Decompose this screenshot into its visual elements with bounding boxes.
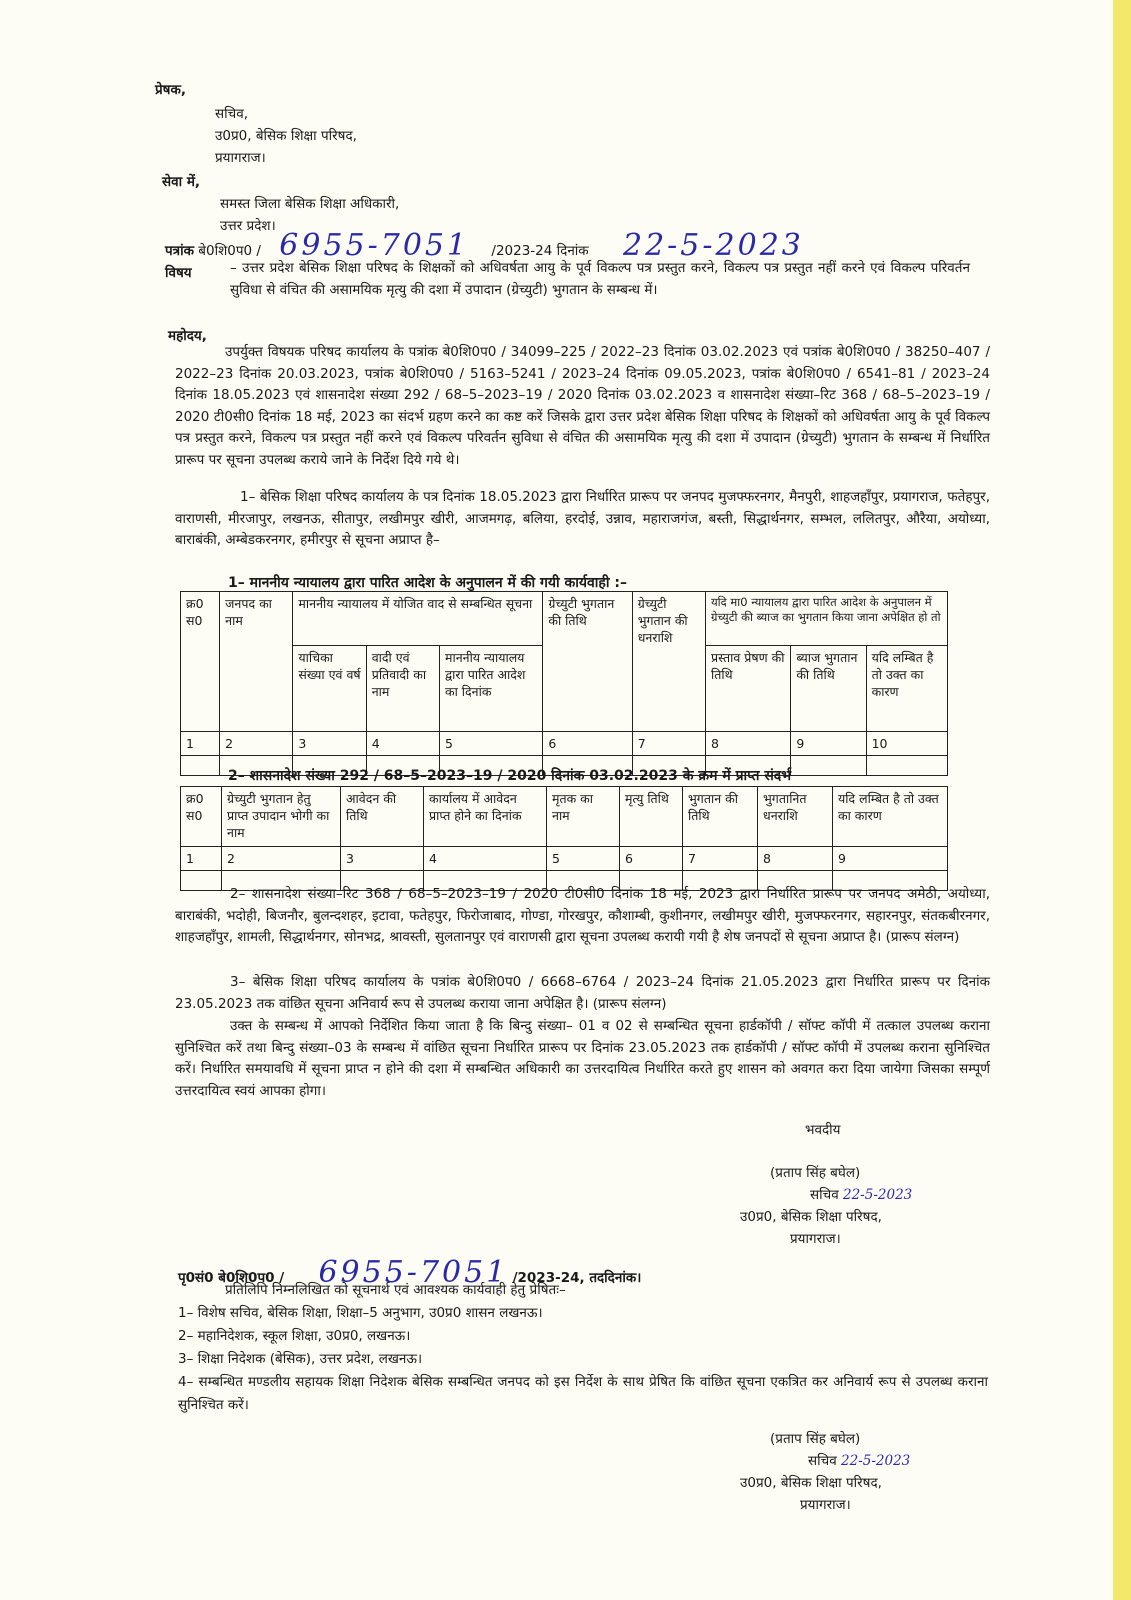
ref-prefix: बे0शि0प0 / xyxy=(198,243,261,259)
t1-num: 10 xyxy=(866,732,947,756)
copy-list-item: 3– शिक्षा निदेशक (बेसिक), उत्तर प्रदेश, लखनऊ। xyxy=(178,1351,423,1367)
recipient-label: सेवा में, xyxy=(162,174,201,190)
recipient-line2: उत्तर प्रदेश। xyxy=(220,218,276,234)
copy-ref-prefix: पृ0सं0 बे0शि0प0 / xyxy=(178,1270,285,1286)
t2-num: 7 xyxy=(683,847,758,871)
t2-header: ग्रेच्युटी भुगतान हेतु प्राप्त उपादान भोगी का नाम xyxy=(222,787,341,847)
t1-header-pending: यदि लम्बित है तो उक्त का कारण xyxy=(866,646,947,732)
paragraph-3: 2– शासनादेश संख्या–रिट 368 / 68–5–2023–19 / 2020 टी0सी0 दिनांक 18 मई, 2023 द्वारा निर्धारित प्रारूप पर जनपद अमेठी, अयोध्या, बाराबंकी, भदोही, बिजनौर, बुलन्दशहर, इटावा, फतेहपुर, फिरोजाबाद, गोण्डा, गोरखपुर, कौशाम्बी, कुशीनगर, लखीमपुर खीरी, मुजफ्फरनगर, सहारनपुर, संतकबीरनगर, शाहजहाँपुर, शामली, सिद्धार्थनगर, सोनभद्र, श्रावस्ती, सुलतानपुर एवं वाराणसी द्वारा सूचना उपलब्ध करायी गयी है शेष जनपदों से सूचना अप्राप्त है। (प्रारूप संलग्न) xyxy=(175,886,990,945)
t1-header-intpay: ब्याज भुगतान की तिथि xyxy=(791,646,866,732)
t1-num: 3 xyxy=(293,732,366,756)
t1-header-order: माननीय न्यायालय द्वारा पारित आदेश का दिनांक xyxy=(439,646,542,732)
copy-list-item: 2– महानिदेशक, स्कूल शिक्षा, उ0प्र0, लखनऊ। xyxy=(178,1328,411,1344)
t2-num: 2 xyxy=(222,847,341,871)
t1-number-row xyxy=(181,732,948,756)
t2-num: 8 xyxy=(758,847,833,871)
t2-num: 3 xyxy=(341,847,424,871)
t1-num: 6 xyxy=(543,732,632,756)
t2-header: भुगतान की तिथि xyxy=(683,787,758,847)
t1-header-parties: वादी एवं प्रतिवादी का नाम xyxy=(366,646,439,732)
t2-header: कार्यालय में आवेदन प्राप्त होने का दिनांक xyxy=(424,787,547,847)
t2-num: 5 xyxy=(547,847,620,871)
ref-date-handwritten: 22-5-2023 xyxy=(622,228,804,263)
t2-num: 9 xyxy=(833,847,948,871)
ref-suffix: /2023-24 दिनांक xyxy=(491,243,589,259)
signature-block-2 xyxy=(740,1428,911,1516)
t1-header-petition: याचिका संख्या एवं वर्ष xyxy=(293,646,366,732)
t2-num: 1 xyxy=(181,847,222,871)
ref-label: पत्रांक xyxy=(165,243,194,259)
t1-num: 4 xyxy=(366,732,439,756)
t2-num: 6 xyxy=(620,847,683,871)
t1-header-amount: ग्रेच्युटी भुगतान की धनराशि xyxy=(632,592,705,732)
t1-num: 2 xyxy=(220,732,293,756)
ref-number-handwritten: 6955-7051 xyxy=(279,228,470,263)
sender-label: प्रेषक, xyxy=(155,82,186,98)
t1-num: 1 xyxy=(181,732,220,756)
copy-ref-suffix: /2023-24, तददिनांक। xyxy=(512,1270,642,1286)
t1-num: 9 xyxy=(791,732,866,756)
go-reference-table xyxy=(180,786,948,891)
sender-line2: उ0प्र0, बेसिक शिक्षा परिषद, xyxy=(215,128,357,144)
signatory-name: (प्रताप सिंह बघेल) xyxy=(770,1165,861,1181)
subject-text: – उत्तर प्रदेश बेसिक शिक्षा परिषद के शिक्षकों को अधिवर्षता आयु के पूर्व विकल्प पत्र प्रस्तुत करने, विकल्प पत्र प्रस्तुत नहीं करने एवं विकल्प परिवर्तन सुविधा से वंचित की असामयिक मृत्यु की दशा में उपादान (ग्रेच्युटी) भुगतान के सम्बन्ध में। xyxy=(230,260,970,298)
signature2-date-handwritten: 22-5-2023 xyxy=(841,1453,911,1469)
t2-header: आवेदन की तिथि xyxy=(341,787,424,847)
t1-num: 7 xyxy=(632,732,705,756)
copy-intro: प्रतिलिपि निम्नलिखित को सूचनार्थ एवं आवश्यक कार्यवाही हेतु प्रेषितः– xyxy=(225,1282,566,1298)
sender-block xyxy=(215,103,357,169)
t2-header: यदि लम्बित है तो उक्त का कारण xyxy=(833,787,948,847)
t2-header: मृतक का नाम xyxy=(547,787,620,847)
sender-line3: प्रयागराज। xyxy=(215,150,266,166)
court-action-table xyxy=(180,591,948,776)
signatory-city: प्रयागराज। xyxy=(790,1231,841,1247)
table1-title: 1– माननीय न्यायालय द्वारा पारित आदेश के अनुपालन में की गयी कार्यवाही :– xyxy=(228,575,627,591)
copy-list-item: 1– विशेष सचिव, बेसिक शिक्षा, शिक्षा–5 अनुभाग, उ0प्र0 शासन लखनऊ। xyxy=(178,1305,543,1321)
t2-header: मृत्यु तिथि xyxy=(620,787,683,847)
copy-list-item: 4– सम्बन्धित मण्डलीय सहायक शिक्षा निदेशक बेसिक सम्बन्धित जनपद को इस निर्देश के साथ प्रेषित कि वांछित सूचना एकत्रित कर अनिवार्य रूप से उपलब्ध कराना सुनिश्चित करें। xyxy=(178,1374,988,1413)
t1-header-paydate: ग्रेच्युटी भुगतान की तिथि xyxy=(543,592,632,732)
signatory2-post: सचिव 22-5-2023 xyxy=(808,1453,911,1469)
subject-label: विषय xyxy=(165,265,192,281)
yours-faithfully: भवदीय xyxy=(805,1122,841,1138)
t1-header-district: जनपद का नाम xyxy=(220,592,293,732)
signatory2-org: उ0प्र0, बेसिक शिक्षा परिषद, xyxy=(740,1475,882,1491)
t1-num: 5 xyxy=(439,732,542,756)
copy-ref-number-handwritten: 6955-7051 xyxy=(318,1255,509,1290)
paragraph-5: उक्त के सम्बन्ध में आपको निर्देशित किया जाता है कि बिन्दु संख्या– 01 व 02 से सम्बन्धित सूचना हार्डकॉपी / सॉफ्ट कॉपी में तत्काल उपलब्ध कराना सुनिश्चित करें तथा बिन्दु संख्या–03 के सम्बन्ध में वांछित सूचना निर्धारित प्रारूप पर दिनांक 23.05.2023 तक हार्डकॉपी / सॉफ्ट कॉपी में उपलब्ध कराना सुनिश्चित करें। निर्धारित समयावधि में सूचना प्राप्त न होने की दशा में सम्बन्धित अधिकारी का उत्तरदायित्व निर्धारित करते हुए शासन को अवगत करा दिया जायेगा जिसका सम्पूर्ण उत्तरदायित्व स्वयं आपका होगा। xyxy=(175,1018,990,1099)
signatory2-name: (प्रताप सिंह बघेल) xyxy=(770,1431,861,1447)
t1-header-court: माननीय न्यायालय में योजित वाद से सम्बन्धित सूचना xyxy=(293,592,543,646)
t1-header-proposal: प्रस्ताव प्रेषण की तिथि xyxy=(706,646,791,732)
recipient-line1: समस्त जिला बेसिक शिक्षा अधिकारी, xyxy=(220,196,400,212)
signatory2-city: प्रयागराज। xyxy=(800,1497,851,1513)
signature-date-handwritten: 22-5-2023 xyxy=(843,1187,913,1203)
t1-header-sno: क्र0 स0 xyxy=(181,592,220,732)
t2-header: भुगतानित धनराशि xyxy=(758,787,833,847)
table2-title: 2– शासनादेश संख्या 292 / 68–5–2023–19 / 2020 दिनांक 03.02.2023 के क्रम में प्राप्त संदर्भ xyxy=(228,768,792,784)
t1-num: 8 xyxy=(706,732,791,756)
t1-header-interest: यदि मा0 न्यायालय द्वारा पारित आदेश के अनुपालन में ग्रेच्युटी की ब्याज का भुगतान किया जाना अपेक्षित हो तो xyxy=(706,592,948,646)
t2-num: 4 xyxy=(424,847,547,871)
paragraph-2: 1– बेसिक शिक्षा परिषद कार्यालय के पत्र दिनांक 18.05.2023 द्वारा निर्धारित प्रारूप पर जनपद मुजफ्फरनगर, मैनपुरी, शाहजहाँपुर, प्रयागराज, फतेहपुर, वाराणसी, मीरजापुर, लखनऊ, सीतापुर, लखीमपुर खीरी, आजमगढ़, बलिया, हरदोई, उन्नाव, महाराजगंज, बस्ती, सिद्धार्थनगर, सम्भल, ललितपुर, औरैया, अयोध्या, बाराबंकी, अम्बेडकरनगर, हमीरपुर से सूचना अप्राप्त है– xyxy=(175,489,990,548)
signatory-post: सचिव 22-5-2023 xyxy=(810,1187,913,1203)
signatory-org: उ0प्र0, बेसिक शिक्षा परिषद, xyxy=(740,1209,882,1225)
signature-block-1 xyxy=(740,1162,913,1250)
t2-number-row xyxy=(181,847,948,871)
scan-yellow-edge xyxy=(1113,0,1131,1600)
paragraph-1: उपर्युक्त विषयक परिषद कार्यालय के पत्रांक बे0शि0प0 / 34099–225 / 2022–23 दिनांक 03.02.2023 एवं पत्रांक बे0शि0प0 / 38250–407 / 2022–23 दिनांक 20.03.2023, पत्रांक बे0शि0प0 / 5163–5241 / 2023–24 दिनांक 09.05.2023, पत्रांक बे0शि0प0 / 6541–81 / 2023–24 दिनांक 18.05.2023 एवं शासनादेश संख्या 292 / 68–5–2023–19 / 2020 दिनांक 03.02.2023 व शासनादेश संख्या–रिट 368 / 68–5–2023–19 / 2020 टी0सी0 दिनांक 18 मई, 2023 का संदर्भ ग्रहण करने का कष्ट करें जिसके द्वारा उत्तर प्रदेश बेसिक शिक्षा परिषद के शिक्षकों को अधिवर्षता आयु के पूर्व विकल्प पत्र प्रस्तुत करने, विकल्प पत्र प्रस्तुत नहीं करने एवं विकल्प परिवर्तन सुविधा से वंचित की असामयिक मृत्यु की दशा में उपादान (ग्रेच्युटी) भुगतान के सम्बन्ध में निर्धारित प्रारूप पर सूचना उपलब्ध कराये जाने के निर्देश दिये गये थे। xyxy=(175,344,990,468)
sender-line1: सचिव, xyxy=(215,106,248,122)
salutation: महोदय, xyxy=(168,328,207,344)
copy-list xyxy=(178,1302,988,1417)
t2-header: क्र0 स0 xyxy=(181,787,222,847)
paragraph-4: 3– बेसिक शिक्षा परिषद कार्यालय के पत्रांक बे0शि0प0 / 6668–6764 / 2023–24 दिनांक 21.05.2023 द्वारा निर्धारित प्रारूप पर दिनांक 23.05.2023 तक वांछित सूचना अनिवार्य रूप से उपलब्ध कराया जाना अपेक्षित है। (प्रारूप संलग्न) xyxy=(175,974,990,1012)
